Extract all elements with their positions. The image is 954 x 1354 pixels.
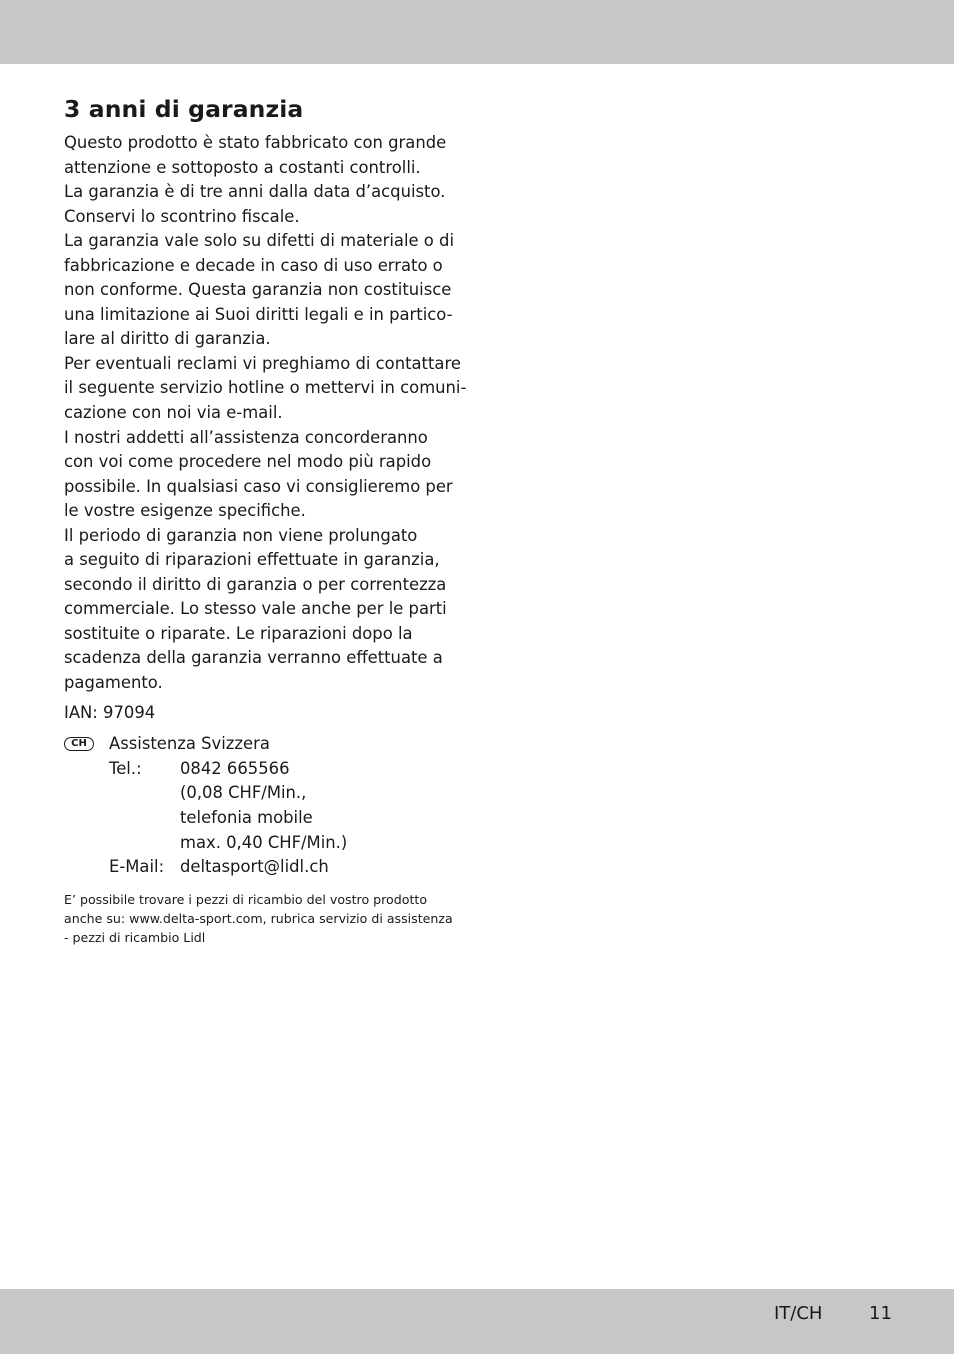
tel-rate-row [64,831,456,856]
note-line: - pezzi di ricambio Lidl [64,930,206,946]
text-line: Il periodo di garanzia non viene prolungato [64,525,418,545]
text-line: secondo il diritto di garanzia o per correntezza [64,574,447,594]
page-number: 11 [869,1303,892,1324]
note-line: anche su: www.delta-sport.com, rubrica servizio di assistenza [64,910,453,926]
note-line: E’ possibile trovare i pezzi di ricambio del vostro prodotto [64,891,428,907]
tel-rate-row [64,806,456,831]
email-address: deltasport@lidl.ch [180,857,329,877]
footer-language: IT/CH [774,1303,823,1324]
spare-parts-note [64,890,456,948]
text-line: scadenza della garanzia verranno effettuate a [64,648,443,668]
text-line: Questo prodotto è stato fabbricato con grande [64,133,447,152]
text-line: lare al diritto di garanzia. [64,329,271,349]
tel-rate-line: (0,08 CHF/Min., [180,783,307,803]
ian-number: IAN: 97094 [64,702,156,722]
text-line: pagamento. [64,673,163,693]
contact-block [64,732,456,880]
page-title: 3 anni di garanzia [64,95,304,123]
text-line: una limitazione ai Suoi diritti legali e in partico- [64,304,453,324]
header-band [0,0,954,64]
tel-row [64,757,456,782]
text-line: cazione con noi via e-mail. [64,403,283,423]
warranty-section [64,92,467,947]
text-line: attenzione e sottoposto a costanti controlli. [64,157,421,177]
warranty-text [64,131,467,696]
text-line: I nostri addetti all’assistenza concorderanno [64,427,428,447]
text-line: sostituite o riparate. Le riparazioni dopo la [64,623,413,643]
service-row [64,732,456,757]
text-line: fabbricazione e decade in caso di uso errato o [64,255,443,275]
text-line: Per eventuali reclami vi preghiamo di contattare [64,353,461,373]
tel-rate-line: telefonia mobile [180,807,313,827]
text-line: il seguente servizio hotline o mettervi in comuni- [64,378,467,398]
country-badge-icon: CH [64,737,94,751]
tel-rate-line: max. 0,40 CHF/Min.) [180,832,348,852]
text-line: La garanzia è di tre anni dalla data d’acquisto. [64,182,446,202]
text-line: a seguito di riparazioni effettuate in garanzia, [64,550,440,570]
tel-number: 0842 665566 [180,758,290,778]
tel-label: Tel.: [109,758,142,778]
text-line: le vostre esigenze specifiche. [64,501,306,521]
text-line: non conforme. Questa garanzia non costituisce [64,280,452,300]
text-line: La garanzia vale solo su difetti di materiale o di [64,231,455,251]
service-name: Assistenza Svizzera [109,734,270,754]
text-line: Conservi lo scontrino fiscale. [64,206,300,226]
text-line: commerciale. Lo stesso vale anche per le parti [64,599,447,619]
text-line: possibile. In qualsiasi caso vi consiglieremo per [64,476,453,496]
email-label: E-Mail: [109,857,165,877]
tel-rate-row [64,781,456,806]
email-row [64,855,456,880]
text-line: con voi come procedere nel modo più rapido [64,452,432,472]
